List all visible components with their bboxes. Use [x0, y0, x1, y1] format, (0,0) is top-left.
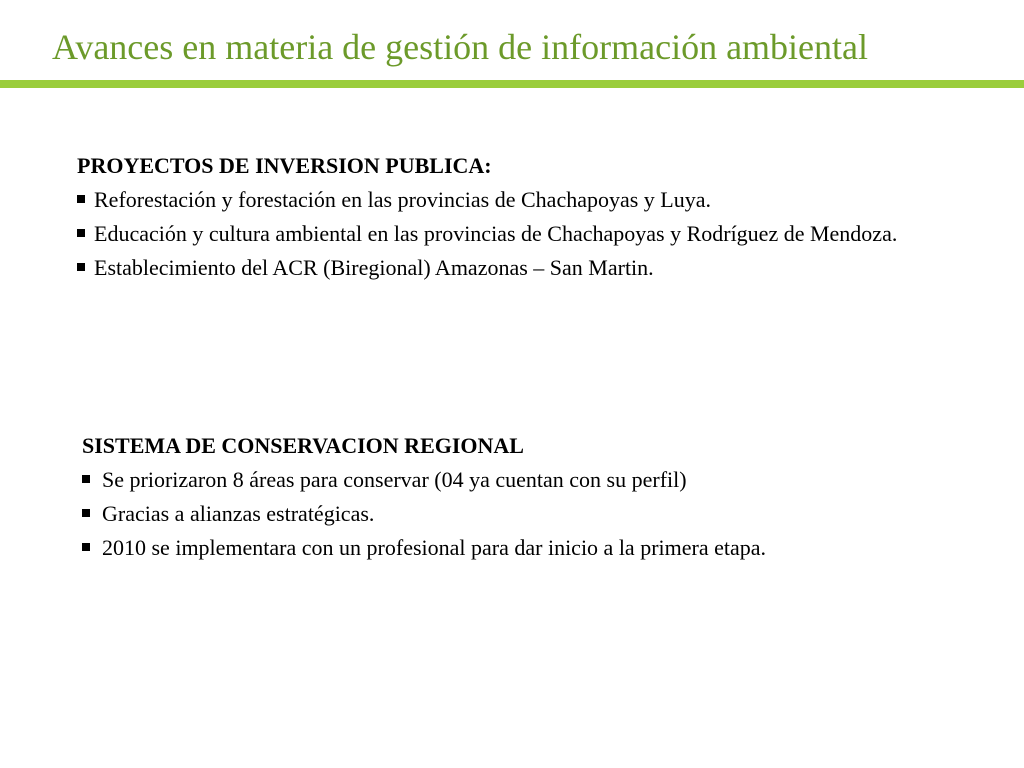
slide-title: Avances en materia de gestión de información ambiental [52, 27, 869, 67]
list-item-text: Gracias a alianzas estratégicas. [102, 501, 375, 526]
list-item [77, 217, 957, 251]
bullet-list [77, 183, 957, 285]
list-item [82, 531, 982, 565]
section-sistema-conservacion [82, 429, 982, 565]
square-bullet-icon [77, 263, 85, 271]
square-bullet-icon [82, 475, 90, 483]
list-item [82, 463, 982, 497]
list-item-text: Educación y cultura ambiental en las provincias de Chachapoyas y Rodríguez de Mendoza. [94, 221, 898, 246]
list-item-text: Establecimiento del ACR (Biregional) Amazonas – San Martin. [94, 255, 654, 280]
square-bullet-icon [82, 509, 90, 517]
bullet-list [82, 463, 982, 565]
square-bullet-icon [77, 195, 85, 203]
square-bullet-icon [82, 543, 90, 551]
section-heading: PROYECTOS DE INVERSION PUBLICA: [77, 153, 492, 178]
list-item [77, 183, 957, 217]
list-item-text: Reforestación y forestación en las provincias de Chachapoyas y Luya. [94, 187, 712, 212]
list-item [82, 497, 982, 531]
list-item [77, 251, 957, 285]
section-heading: SISTEMA DE CONSERVACION REGIONAL [82, 433, 524, 458]
list-item-text: 2010 se implementara con un profesional para dar inicio a la primera etapa. [102, 535, 767, 560]
list-item-text: Se priorizaron 8 áreas para conservar (04 ya cuentan con su perfil) [102, 467, 687, 492]
section-proyectos-inversion [77, 149, 957, 285]
title-underline [0, 80, 1024, 88]
square-bullet-icon [77, 229, 85, 237]
